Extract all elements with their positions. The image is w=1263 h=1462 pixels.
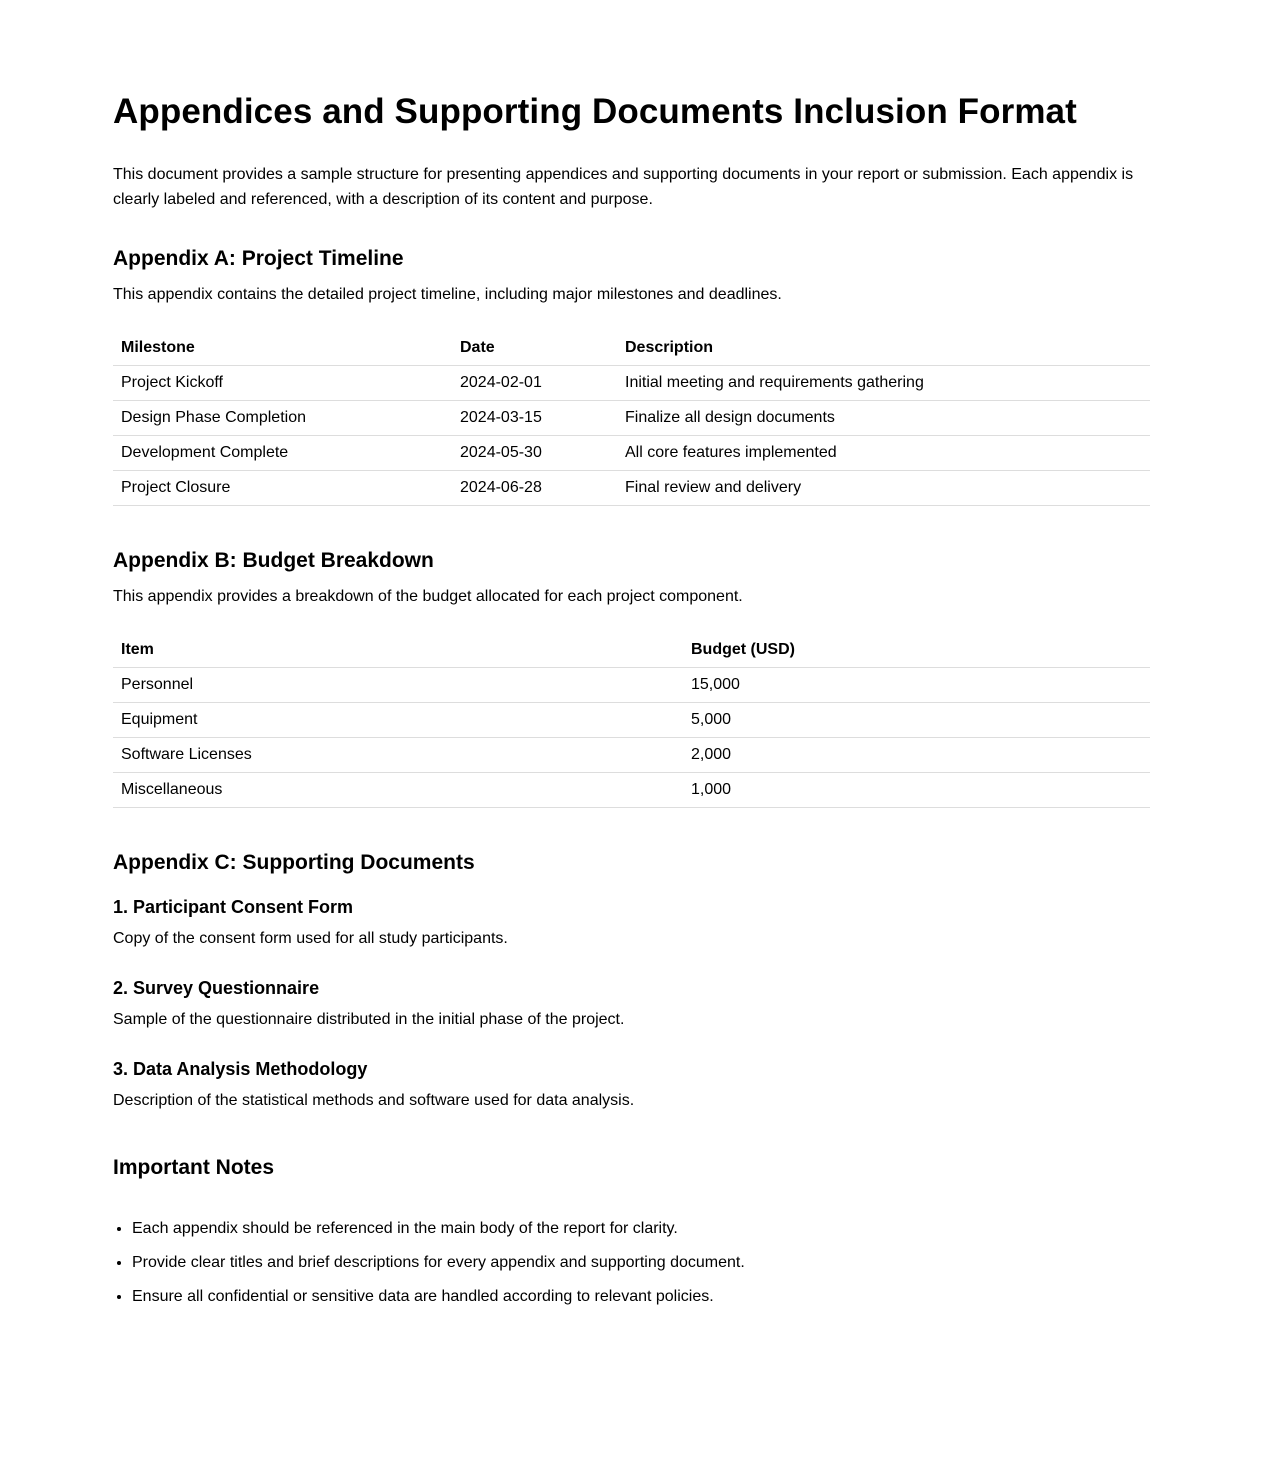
appendix-a-heading: Appendix A: Project Timeline xyxy=(113,247,404,270)
date-cell: 2024-05-30 xyxy=(452,436,617,471)
supporting-document xyxy=(113,1056,1150,1113)
document-description: Description of the statistical methods and software used for data analysis. xyxy=(113,1092,635,1109)
table-row xyxy=(113,471,1150,506)
column-header: Budget (USD) xyxy=(683,633,1150,668)
document-page xyxy=(113,0,1150,1309)
appendix-a-description: This appendix contains the detailed project timeline, including major milestones and deadlines. xyxy=(113,286,782,303)
appendix-a-section xyxy=(113,244,1150,506)
description-cell: Finalize all design documents xyxy=(617,401,1150,436)
column-header: Date xyxy=(452,331,617,366)
table-row xyxy=(113,773,1150,808)
timeline-table xyxy=(113,331,1150,506)
milestone-cell: Design Phase Completion xyxy=(113,401,452,436)
budget-cell: 15,000 xyxy=(683,668,1150,703)
milestone-cell: Development Complete xyxy=(113,436,452,471)
intro-paragraph: This document provides a sample structure for presenting appendices and supporting documents in your report or submission. Each appendix is clearly labeled and referenced, with a description of its content and purpose. xyxy=(113,166,1134,208)
item-cell: Software Licenses xyxy=(113,738,683,773)
table-header-row xyxy=(113,633,1150,668)
appendix-b-section xyxy=(113,546,1150,808)
description-cell: Initial meeting and requirements gathering xyxy=(617,366,1150,401)
page-title: Appendices and Supporting Documents Inclusion Format xyxy=(113,92,1077,131)
appendix-c-heading: Appendix C: Supporting Documents xyxy=(113,851,475,874)
description-cell: All core features implemented xyxy=(617,436,1150,471)
table-row xyxy=(113,703,1150,738)
document-description: Copy of the consent form used for all study participants. xyxy=(113,930,508,947)
list-item: • Each appendix should be referenced in the main body of the report for clarity. xyxy=(132,1217,1150,1241)
document-title: 3. Data Analysis Methodology xyxy=(113,1059,368,1079)
notes-section xyxy=(113,1153,1150,1309)
supporting-document xyxy=(113,975,1150,1032)
appendix-c-section xyxy=(113,848,1150,1113)
document-title: 1. Participant Consent Form xyxy=(113,897,354,917)
notes-heading: Important Notes xyxy=(113,1156,275,1179)
list-item: • Provide clear titles and brief descriptions for every appendix and supporting document. xyxy=(132,1251,1150,1275)
document-description: Sample of the questionnaire distributed in the initial phase of the project. xyxy=(113,1011,625,1028)
table-row xyxy=(113,401,1150,436)
item-cell: Miscellaneous xyxy=(113,773,683,808)
table-header-row xyxy=(113,331,1150,366)
budget-cell: 5,000 xyxy=(683,703,1150,738)
table-row xyxy=(113,668,1150,703)
item-cell: Equipment xyxy=(113,703,683,738)
budget-table xyxy=(113,633,1150,808)
document-title: 2. Survey Questionnaire xyxy=(113,978,320,998)
table-row xyxy=(113,366,1150,401)
appendix-b-description: This appendix provides a breakdown of the budget allocated for each project component. xyxy=(113,588,743,605)
column-header: Item xyxy=(113,633,683,668)
table-row xyxy=(113,738,1150,773)
milestone-cell: Project Kickoff xyxy=(113,366,452,401)
date-cell: 2024-03-15 xyxy=(452,401,617,436)
appendix-b-heading: Appendix B: Budget Breakdown xyxy=(113,549,434,572)
list-item: • Ensure all confidential or sensitive data are handled according to relevant policies. xyxy=(132,1285,1150,1309)
column-header: Milestone xyxy=(113,331,452,366)
supporting-document xyxy=(113,894,1150,951)
table-row xyxy=(113,436,1150,471)
milestone-cell: Project Closure xyxy=(113,471,452,506)
date-cell: 2024-06-28 xyxy=(452,471,617,506)
date-cell: 2024-02-01 xyxy=(452,366,617,401)
budget-cell: 1,000 xyxy=(683,773,1150,808)
item-cell: Personnel xyxy=(113,668,683,703)
column-header: Description xyxy=(617,331,1150,366)
budget-cell: 2,000 xyxy=(683,738,1150,773)
description-cell: Final review and delivery xyxy=(617,471,1150,506)
notes-list xyxy=(113,1217,1150,1309)
